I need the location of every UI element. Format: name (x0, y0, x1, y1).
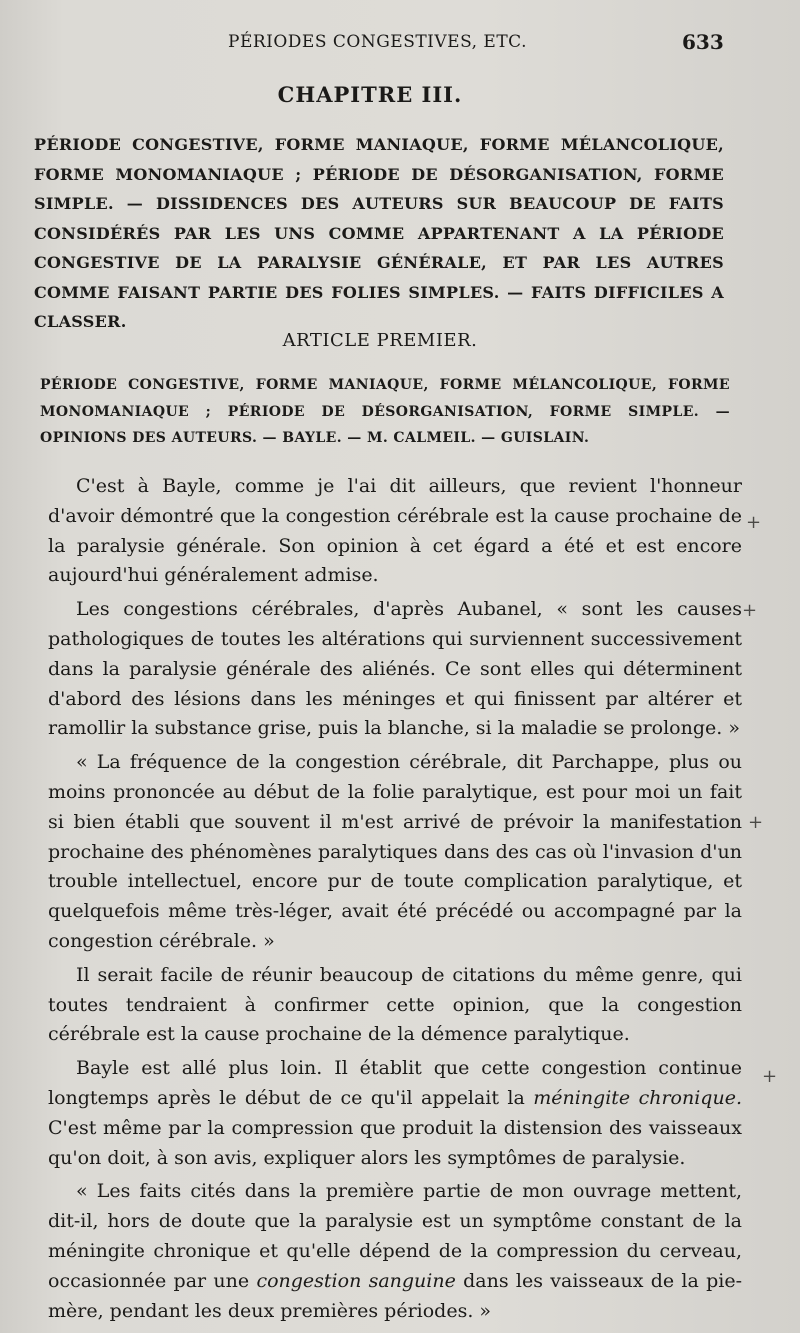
paragraph-5-italic: méningite chronique. (533, 1086, 742, 1109)
chapter-summary-text: PÉRIODE CONGESTIVE, FORME MANIAQUE, FORME MÉLANCOLIQUE, FORME MONOMANIAQUE ; PÉRIODE DE DÉSORGANISATION, FORME SIMPLE. — DISSIDENCES DES AUTEURS SUR BEAUCOUP DE FAITS CONSIDÉRÉS PAR LES UNS COMME APPARTENANT A LA PÉRIODE CONGESTIVE DE LA PARALYSIE GÉNÉRALE, ET PAR LES AUTRES COMME FAISANT PARTIE DES FOLIES SIMPLES. — FAITS DIFFICILES A CLASSER. (34, 135, 724, 331)
running-head (0, 32, 800, 58)
paragraph-4: Il serait facile de réunir beaucoup de citations du même genre, qui toutes tendraient à confirmer cette opinion, que la congestion cérébrale est la cause prochaine de la démence paralytique. (48, 963, 742, 1046)
article-summary (40, 372, 730, 452)
paragraph-1: C'est à Bayle, comme je l'ai dit ailleurs, que revient l'honneur d'avoir démontré que la congestion cérébrale est la cause prochaine de la paralysie générale. Son opinion à cet égard a été et est encore aujourd'hui généralement admise. (48, 475, 742, 587)
paragraph-5-start: Bayle est allé plus loin. Il établit que cette congestion continue longtemps après le début de ce qu'il appelait la (48, 1057, 742, 1109)
paragraph-6-italic: congestion sanguine (256, 1269, 456, 1292)
article-title: ARTICLE PREMIER. (282, 330, 478, 351)
paragraph-5-end: C'est même par la compression que produit la distension des vaisseaux qu'on doit, à son avis, expliquer alors les symptômes de paralysie. (48, 1116, 742, 1169)
chapter-title: CHAPITRE III. (277, 82, 463, 107)
paragraph-5 (48, 1054, 742, 1173)
paragraph-3: « La fréquence de la congestion cérébrale, dit Parchappe, plus ou moins prononcée au début de la folie paralytique, est pour moi un fait si bien établi que souvent il m'est arrivé de prévoir la manifestation prochaine des phénomènes paralytiques dans des cas où l'invasion d'un trouble intellectuel, encore pur de toute complication paralytique, et quelquefois même très-léger, avait été précédé ou accompagné par la congestion cérébrale. » (48, 751, 742, 952)
margin-mark: + (746, 512, 762, 533)
margin-mark: + (762, 1066, 778, 1087)
article-summary-text: PÉRIODE CONGESTIVE, FORME MANIAQUE, FORME MÉLANCOLIQUE, FORME MONOMANIAQUE ; PÉRIODE DE DÉSORGANISATION, FORME SIMPLE. — OPINIONS DES AUTEURS. — BAYLE. — M. CALMEIL. — GUISLAIN. (40, 377, 730, 446)
paragraph-6 (48, 1177, 742, 1326)
margin-mark: + (742, 600, 758, 621)
paragraph-6-start: « Les faits cités dans la première partie de mon ouvrage mettent, dit-il, hors de doute que la paralysie est un symptôme constant de la méningite chronique et qu'elle dépend de la compression du cerveau, occasionnée par une (48, 1180, 742, 1292)
page-number: 633 (682, 30, 724, 54)
paragraph-6-end: dans les vaisseaux de la pie-mère, pendant les deux premières périodes. » (48, 1269, 742, 1322)
body-text (48, 472, 742, 1330)
chapter-summary (34, 130, 724, 337)
paragraph-2: Les congestions cérébrales, d'après Aubanel, « sont les causes pathologiques de toutes les altérations qui surviennent successivement dans la paralysie générale des aliénés. Ce sont elles qui déterminent d'abord des lésions dans les méninges et qui finissent par altérer et ramollir la substance grise, puis la blanche, si la maladie se prolonge. » (48, 598, 742, 740)
running-title: PÉRIODES CONGESTIVES, ETC. (228, 32, 527, 52)
margin-mark: + (748, 812, 764, 833)
